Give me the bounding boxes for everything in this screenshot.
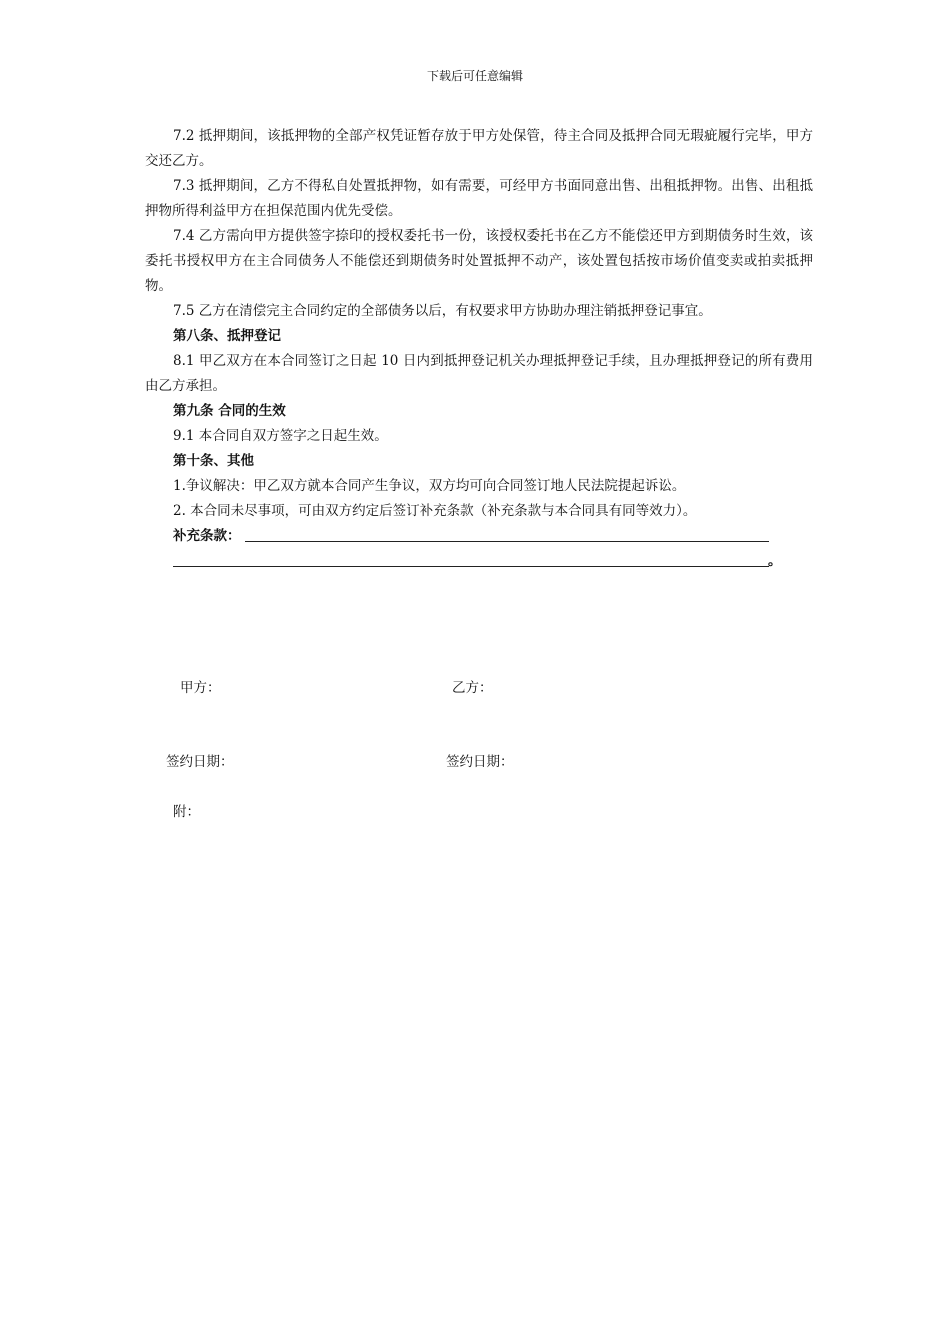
clause-10-2: 2. 本合同未尽事项，可由双方约定后签订补充条款（补充条款与本合同具有同等效力）。	[173, 503, 697, 519]
party-a-label: 甲方：	[180, 680, 221, 696]
supplement-line-2	[145, 549, 813, 574]
supplement-underline-2	[173, 566, 769, 567]
sign-date-a-label: 签约日期：	[166, 754, 234, 770]
section-9-title: 第九条 合同的生效	[173, 403, 286, 419]
attachment-label: 附：	[173, 804, 200, 820]
sign-date-b-label: 签约日期：	[446, 754, 514, 770]
supplement-line-1	[145, 524, 813, 549]
section-8-title: 第八条、抵押登记	[173, 328, 281, 344]
section-10-title: 第十条、其他	[173, 453, 254, 469]
supplement-label: 补充条款：	[173, 528, 241, 544]
party-b-label: 乙方：	[452, 680, 493, 696]
clause-7-4: 7.4 乙方需向甲方提供签字捺印的授权委托书一份，该授权委托书在乙方不能偿还甲方到期债务时生效，该委托书授权甲方在主合同债务人不能偿还到期债务时处置抵押不动产，该处置包括按市场价值变卖或拍卖抵押物。	[145, 228, 813, 294]
clause-7-2: 7.2 抵押期间，该抵押物的全部产权凭证暂存放于甲方处保管，待主合同及抵押合同无瑕疵履行完毕，甲方交还乙方。	[145, 128, 813, 169]
supplement-underline-1	[245, 541, 769, 542]
clause-10-1: 1.争议解决：甲乙双方就本合同产生争议，双方均可向合同签订地人民法院提起诉讼。	[173, 478, 686, 494]
clause-8-1: 8.1 甲乙双方在本合同签订之日起 10 日内到抵押登记机关办理抵押登记手续，且办理抵押登记的所有费用由乙方承担。	[145, 353, 813, 394]
clause-7-5: 7.5 乙方在清偿完主合同约定的全部债务以后，有权要求甲方协助办理注销抵押登记事宜。	[173, 303, 712, 319]
clause-7-3: 7.3 抵押期间，乙方不得私自处置抵押物，如有需要，可经甲方书面同意出售、出租抵押物。出售、出租抵押物所得利益甲方在担保范围内优先受偿。	[145, 178, 813, 219]
page-header: 下载后可任意编辑	[426, 69, 523, 83]
contract-body	[145, 124, 813, 574]
clause-9-1: 9.1 本合同自双方签字之日起生效。	[173, 428, 388, 444]
supplement-end: 。	[768, 553, 782, 569]
